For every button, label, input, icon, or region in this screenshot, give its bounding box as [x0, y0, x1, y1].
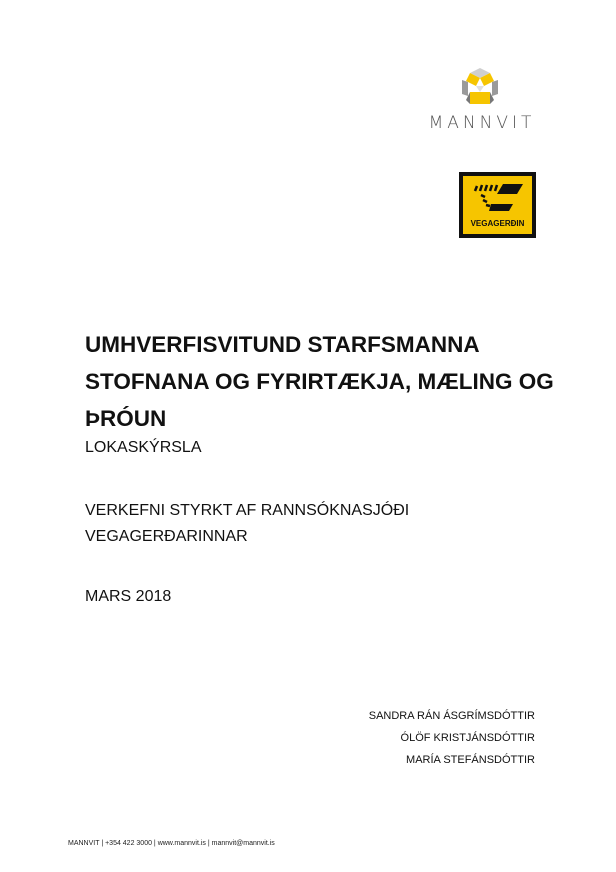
document-date: MARS 2018 [85, 588, 172, 605]
title-line: ÞRÓUN [85, 406, 167, 431]
author: SANDRA RÁN ÁSGRÍMSDÓTTIR [368, 710, 535, 722]
title-line: UMHVERFISVITUND STARFSMANNA [85, 332, 480, 357]
author: ÓLÖF KRISTJÁNSDÓTTIR [400, 732, 535, 744]
document-title [85, 326, 555, 437]
authors-list [369, 705, 535, 771]
vegagerdin-logo [459, 172, 536, 238]
vegagerdin-logo-text: VEGAGERÐIN [470, 219, 525, 228]
mannvit-logo-icon [462, 68, 498, 108]
grant-line: VERKEFNI STYRKT AF RANNSÓKNASJÓÐI [85, 502, 410, 519]
author: MARÍA STEFÁNSDÓTTIR [406, 754, 535, 766]
grant-line: VEGAGERÐARINNAR [85, 528, 248, 545]
mannvit-logo-text: MANNVIT [428, 113, 536, 133]
document-subtitle: LOKASKÝRSLA [85, 439, 202, 456]
road-icon [473, 182, 525, 212]
title-line: STOFNANA OG FYRIRTÆKJA, MÆLING OG [85, 369, 554, 394]
footer-contact: MANNVIT | +354 422 3000 | www.mannvit.is | mannvit@mannvit.is [68, 840, 275, 847]
grant-statement [85, 498, 409, 550]
